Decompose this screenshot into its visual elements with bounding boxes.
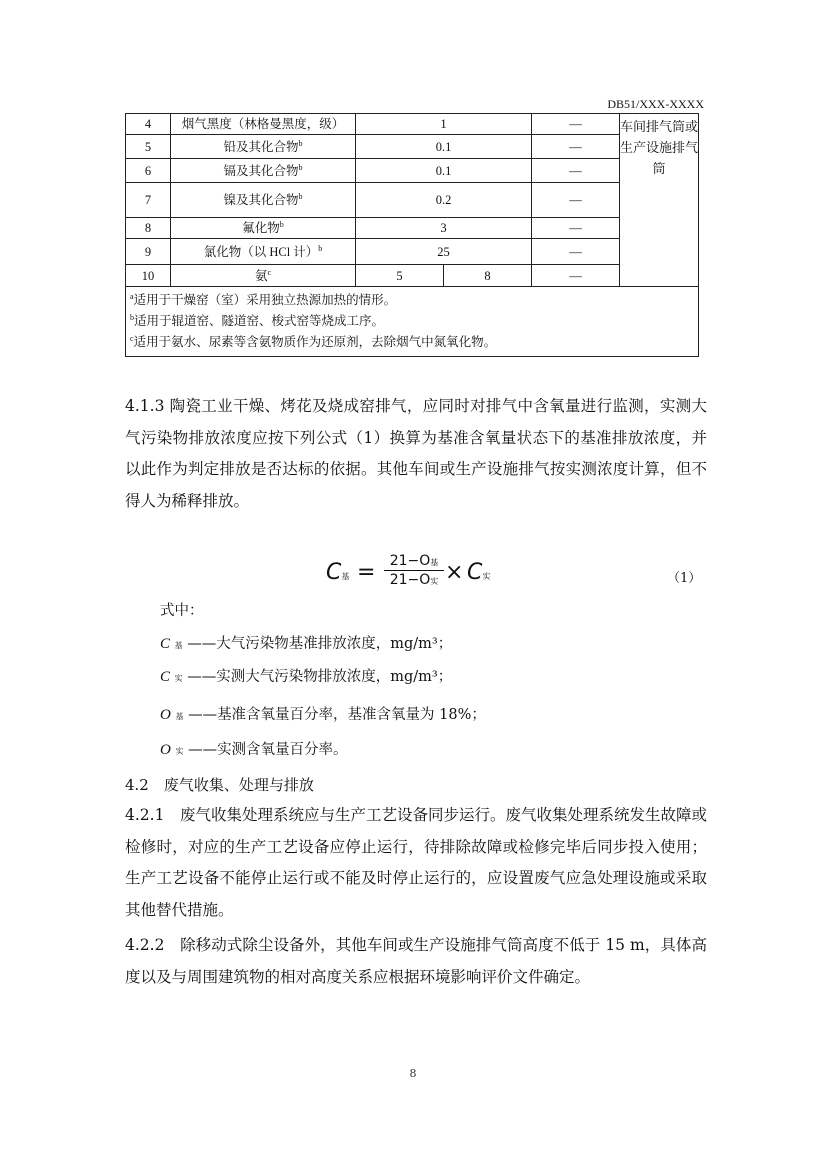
definition-o-measured: O 实 ——实测含氧量百分率。 — [160, 742, 348, 758]
table-row — [126, 218, 699, 239]
table-row — [126, 135, 699, 159]
table-footnotes — [126, 287, 699, 357]
pollutant-name: 镍及其化合物$^b$ — [171, 183, 356, 218]
pollutant-name: 铅及其化合物$^b$ — [171, 135, 356, 159]
oxygen-correction-formula — [0, 553, 826, 603]
dash-cell: — — [532, 239, 620, 265]
row-number: 7 — [126, 183, 171, 218]
limit-value: 25 — [356, 239, 532, 265]
pollutant-name: 烟气黑度（林格曼黑度，级） — [171, 114, 356, 135]
table-row — [126, 114, 699, 135]
pollutant-name: 氨$^c$ — [171, 265, 356, 287]
pollutant-name: 镉及其化合物$^b$ — [171, 159, 356, 183]
table-row — [126, 265, 699, 287]
footnote-b: $^b$适用于辊道窑、隧道窑、梭式窑等烧成工序。 — [130, 312, 385, 328]
dash-cell: — — [532, 159, 620, 183]
clause-4-1-3: 4.1.3 陶瓷工业干燥、烤花及烧成窑排气，应同时对排气中含氧量进行监测，实测大气污染物排放浓度应按下列公式（1）换算为基准含氧量状态下的基准排放浓度，并以此作为判定排放是否达标的依据。其他车间或生产设施排气按实测浓度计算，但不得人为稀释排放。 — [125, 397, 707, 510]
document-code: DB51/XXX-XXXX — [607, 97, 704, 111]
row-number: 6 — [126, 159, 171, 183]
footnote-a: $^a$适用于干燥窑（室）采用独立热源加热的情形。 — [130, 291, 397, 307]
definition-o-base: O 基 ——基准含氧量百分率，基准含氧量为 18%； — [160, 707, 486, 723]
row-number: 10 — [126, 265, 171, 287]
limit-value-a: 5 — [356, 265, 444, 287]
table-row — [126, 159, 699, 183]
limit-value-b: 8 — [444, 265, 532, 287]
dash-cell: — — [532, 218, 620, 239]
row-number: 5 — [126, 135, 171, 159]
formula-lhs: C基 — [326, 560, 350, 585]
section-4-2-heading: 4.2 废气收集、处理与排放 — [125, 776, 314, 794]
formula-fraction — [384, 553, 444, 588]
limit-value: 0.1 — [356, 135, 532, 159]
row-number: 4 — [126, 114, 171, 135]
formula-numerator: 21−O基 — [389, 553, 439, 569]
dash-cell: — — [532, 135, 620, 159]
fraction-bar — [384, 570, 444, 571]
formula-times: × — [445, 560, 464, 585]
formula-rhs: C实 — [467, 560, 491, 585]
table-row — [126, 183, 699, 218]
footnote-row — [126, 287, 699, 357]
limit-value: 1 — [356, 114, 532, 135]
formula-denominator: 21−O实 — [389, 572, 439, 588]
row-number: 8 — [126, 218, 171, 239]
table-row — [126, 239, 699, 265]
definition-c-base: C 基 ——大气污染物基准排放浓度，mg/m³； — [160, 636, 453, 652]
row-number: 9 — [126, 239, 171, 265]
limit-value: 0.1 — [356, 159, 532, 183]
monitoring-location: 车间排气筒或生产设施排气筒 — [620, 114, 699, 287]
pollutant-name: 氯化物（以 HCl 计）$^b$ — [171, 239, 356, 265]
definition-c-measured: C 实 ——实测大气污染物排放浓度，mg/m³； — [160, 669, 453, 685]
dash-cell: — — [532, 265, 620, 287]
clause-4-2-2: 4.2.2 除移动式除尘设备外，其他车间或生产设施排气筒高度不低于 15 m，具体高度以及与周围建筑物的相对高度关系应根据环境影响评价文件确定。 — [125, 936, 707, 986]
formula-number: （1） — [667, 571, 702, 586]
limit-value: 0.2 — [356, 183, 532, 218]
formula-intro: 式中： — [160, 603, 204, 619]
formula-equals: = — [357, 560, 376, 585]
page-number: 8 — [409, 1067, 417, 1080]
limit-value: 3 — [356, 218, 532, 239]
dash-cell: — — [532, 114, 620, 135]
footnote-c: $^c$适用于氨水、尿素等含氨物质作为还原剂，去除烟气中氮氧化物。 — [130, 333, 497, 349]
dash-cell: — — [532, 183, 620, 218]
clause-4-2-1: 4.2.1 废气收集处理系统应与生产工艺设备同步运行。废气收集处理系统发生故障或检修时，对应的生产工艺设备应停止运行，待排除故障或检修完毕后同步投入使用；生产工艺设备不能停止运行或不能及时停止运行的，应设置废气应急处理设施或采取其他替代措施。 — [125, 806, 707, 919]
emission-limits-table — [125, 113, 699, 357]
pollutant-name: 氟化物$^b$ — [171, 218, 356, 239]
